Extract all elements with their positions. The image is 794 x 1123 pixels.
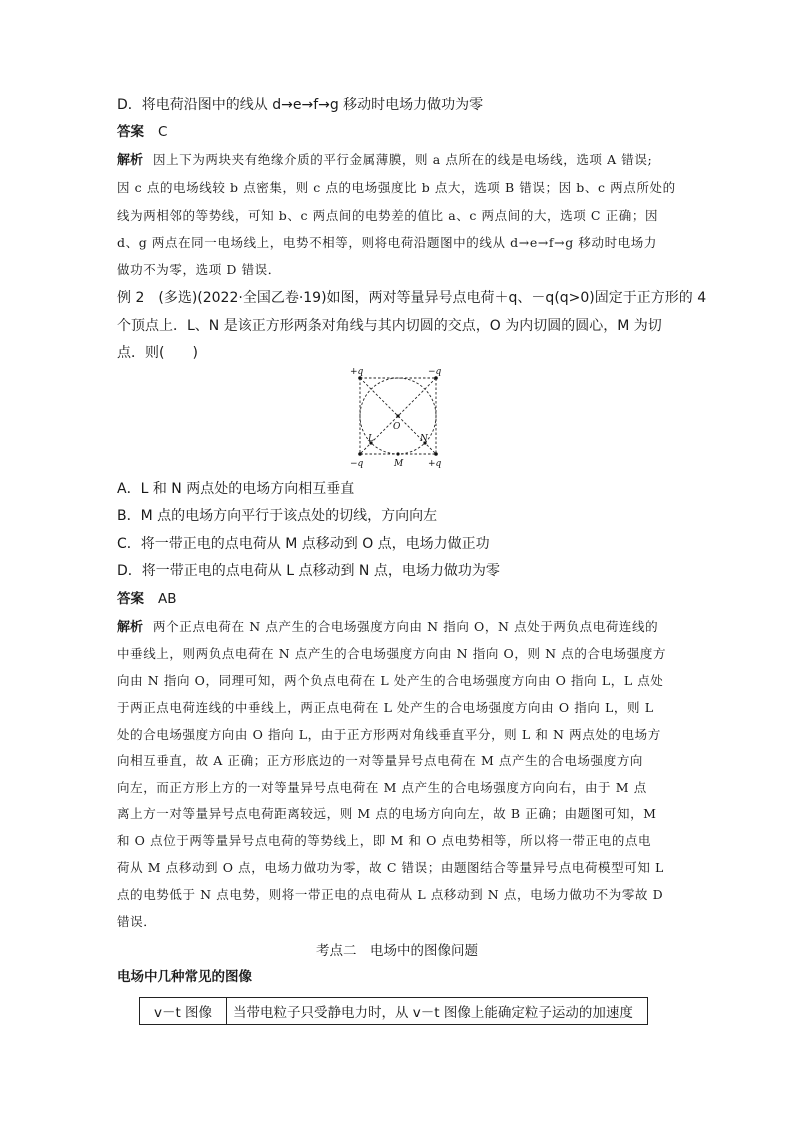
analysis-1-line-3: 线为两相邻的等势线，可知 b、c 两点间的电势差的值比 a、c 两点间的大，选项 C 正确；因 bbox=[117, 208, 659, 223]
table-row bbox=[140, 998, 648, 1025]
analysis-1-line-2: 因 c 点的电场线较 b 点密集，则 c 点的电场强度比 b 点大，选项 B 错误；因 b、c 两点所处的 bbox=[117, 180, 676, 195]
point-o bbox=[396, 414, 399, 417]
label-bottom-right: +q bbox=[428, 459, 442, 469]
example-2-line-3: 点．则( ) bbox=[117, 345, 198, 361]
option-c: C．将一带正电的点电荷从 M 点移动到 O 点，电场力做正功 bbox=[117, 536, 490, 552]
option-a: A．L 和 N 两点处的电场方向相互垂直 bbox=[117, 481, 355, 497]
analysis-2-line-7: 向左，而正方形上方的一对等量异号点电荷在 M 点产生的合电场强度方向向右，由于 M 点 bbox=[117, 780, 647, 795]
analysis-2-line-8: 离上方一对等量异号点电荷距离较远，则 M 点的电场方向向左，故 B 正确；由题图可知，M bbox=[117, 806, 657, 821]
square-charge-figure bbox=[348, 366, 448, 470]
example-2-line-2: 个顶点上．L、N 是该正方形两条对角线与其内切圆的交点，O 为内切圆的圆心，M 为切 bbox=[117, 318, 662, 334]
analysis-2-line-5: 处的合电场强度方向由 O 指向 L，由于正方形两对角线垂直平分，则 L 和 N 两点处的电场方 bbox=[117, 727, 661, 742]
answer-2 bbox=[117, 591, 177, 607]
charge-bottom-left bbox=[358, 452, 362, 456]
point-m bbox=[396, 452, 399, 455]
table-cell-desc: 当带电粒子只受静电力时，从 v－t 图像上能确定粒子运动的加速度 bbox=[227, 998, 648, 1025]
answer-label: 答案 bbox=[117, 591, 144, 607]
analysis-2-line-11: 点的电势低于 N 点电势，则将一带正电的点电荷从 L 点移动到 N 点，电场力做功不为零故 D bbox=[117, 887, 664, 902]
analysis-2-line-3: 向由 N 指向 O，同理可知，两个负点电荷在 L 处产生的合电场强度方向由 O 指向 L，L 点处 bbox=[117, 673, 664, 688]
label-top-left: +q bbox=[350, 367, 364, 377]
answer-value: C bbox=[158, 124, 168, 140]
option-b: B．M 点的电场方向平行于该点处的切线，方向向左 bbox=[117, 508, 438, 524]
analysis-2-line-4: 于两正点电荷连线的中垂线上，两正点电荷在 L 处产生的合电场强度方向由 O 指向 L，则 L bbox=[117, 700, 654, 715]
analysis-2-line-2: 中垂线上，则两负点电荷在 N 点产生的合电场强度方向由 N 指向 O，则 N 点的合电场强度方 bbox=[117, 646, 667, 661]
label-n: N bbox=[420, 434, 428, 444]
section-title: 考点二 电场中的图像问题 bbox=[316, 943, 478, 959]
table-cell-type: v－t 图像 bbox=[140, 998, 227, 1025]
analysis-2-line-1 bbox=[117, 619, 658, 636]
analysis-1-line-4: d、g 两点在同一电场线上，电势不相等，则将电荷沿题图中的线从 d→e→f→g 移动时电场力 bbox=[117, 235, 657, 250]
label-top-right: −q bbox=[428, 367, 442, 377]
analysis-text: 两个正点电荷在 N 点产生的合电场强度方向由 N 指向 O，N 点处于两负点电荷连线的 bbox=[153, 619, 659, 634]
option-d: D．将一带正电的点电荷从 L 点移动到 N 点，电场力做功为零 bbox=[117, 563, 500, 579]
analysis-text: 因上下为两块夹有绝缘介质的平行金属薄膜，则 a 点所在的线是电场线，选项 A 错误; bbox=[153, 152, 653, 167]
analysis-2-line-6: 向相互垂直，故 A 正确；正方形底边的一对等量异号点电荷在 M 点产生的合电场强度方向 bbox=[117, 753, 644, 768]
graph-types-table bbox=[139, 997, 648, 1025]
analysis-label: 解析 bbox=[117, 620, 144, 635]
label-o: O bbox=[393, 422, 401, 432]
analysis-2-line-10: 荷从 M 点移动到 O 点，电场力做功为零，故 C 错误；由题图结合等量异号点电荷模型可知 L bbox=[117, 860, 664, 875]
analysis-label: 解析 bbox=[117, 153, 144, 168]
analysis-2-line-9: 和 O 点位于两等量异号点电荷的等势线上，即 M 和 O 点电势相等，所以将一带正电的点电 bbox=[117, 833, 652, 848]
charge-bottom-right bbox=[434, 452, 438, 456]
label-m: M bbox=[394, 459, 404, 469]
label-l: L bbox=[368, 434, 374, 444]
analysis-1-line-1 bbox=[117, 152, 652, 169]
answer-1 bbox=[117, 124, 167, 140]
prev-option-d: D．将电荷沿图中的线从 d→e→f→g 移动时电场力做功为零 bbox=[117, 97, 484, 113]
answer-value: AB bbox=[158, 591, 177, 607]
analysis-2-line-12: 错误． bbox=[117, 914, 157, 929]
answer-label: 答案 bbox=[117, 124, 144, 140]
analysis-1-line-5: 做功不为零，选项 D 错误． bbox=[117, 262, 281, 277]
example-2-line-1: 例 2 (多选)(2022·全国乙卷·19)如图，两对等量异号点电荷＋q、－q(q>0)固定于正方形的 4 bbox=[117, 290, 707, 306]
label-bottom-left: −q bbox=[350, 459, 364, 469]
subheading: 电场中几种常见的图像 bbox=[117, 969, 252, 985]
